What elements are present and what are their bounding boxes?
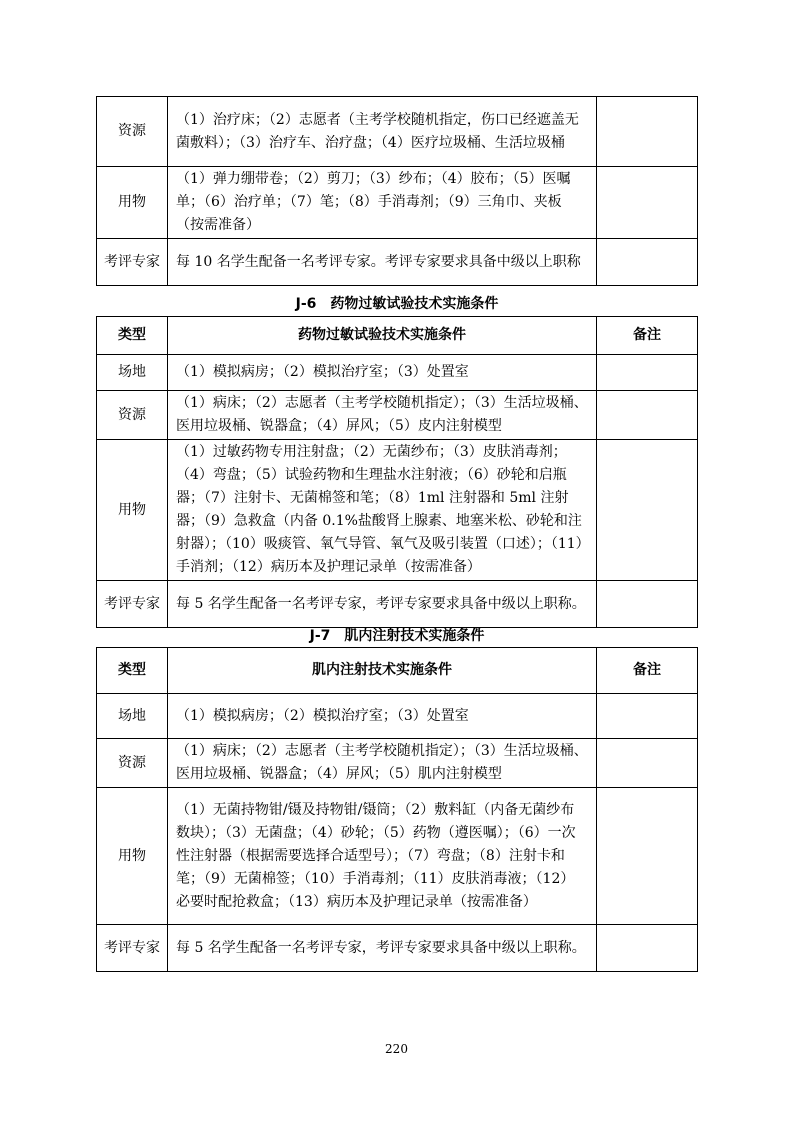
header-type: 类型 <box>97 648 168 694</box>
content-cell: （1）模拟病房；（2）模拟治疗室；（3）处置室 <box>168 694 597 739</box>
type-cell: 资源 <box>97 391 168 440</box>
content-cell: （1）治疗床；（2）志愿者（主考学校随机指定，伤口已经遮盖无菌敷料）；（3）治疗车、治疗盘；（4）医疗垃圾桶、生活垃圾桶 <box>168 97 597 167</box>
type-cell: 用物 <box>97 440 168 581</box>
j6-table <box>96 316 698 628</box>
type-cell: 用物 <box>97 788 168 925</box>
note-cell <box>597 581 698 628</box>
table-header-row <box>97 317 698 355</box>
table-row <box>97 694 698 739</box>
header-note: 备注 <box>597 317 698 355</box>
content-cell: （1）无菌持物钳/镊及持物钳/镊筒；（2）敷料缸（内备无菌纱布数块）；（3）无菌盘；（4）砂轮；（5）药物（遵医嘱）；（6）一次性注射器（根据需要选择合适型号）；（7）弯盘；（8）注射卡和笔；（9）无菌棉签；（10）手消毒剂；（11）皮肤消毒液；（12）必要时配抢救盒；（13）病历本及护理记录单（按需准备） <box>168 788 597 925</box>
note-cell <box>597 925 698 972</box>
content-cell: 每 5 名学生配备一名考评专家，考评专家要求具备中级以上职称。 <box>168 581 597 628</box>
table-row <box>97 97 698 167</box>
note-cell <box>597 239 698 286</box>
content-cell: （1）过敏药物专用注射盘；（2）无菌纱布；（3）皮肤消毒剂；（4）弯盘；（5）试验药物和生理盐水注射液；（6）砂轮和启瓶器；（7）注射卡、无菌棉签和笔；（8）1ml 注射器和 5ml 注射器；（9）急救盒（内备 0.1%盐酸肾上腺素、地塞米松、砂轮和注射器）；（10）吸痰管、氧气导管、氧气及吸引装置（口述）；（11）手消剂；（12）病历本及护理记录单（按需准备） <box>168 440 597 581</box>
type-cell: 场地 <box>97 694 168 739</box>
table-row <box>97 355 698 391</box>
table-row <box>97 391 698 440</box>
table-row <box>97 440 698 581</box>
table-row <box>97 581 698 628</box>
type-cell: 资源 <box>97 97 168 167</box>
top-table <box>96 96 698 286</box>
table-row <box>97 239 698 286</box>
content-cell: （1）模拟病房；（2）模拟治疗室；（3）处置室 <box>168 355 597 391</box>
type-cell: 考评专家 <box>97 581 168 628</box>
table-header-row <box>97 648 698 694</box>
type-cell: 场地 <box>97 355 168 391</box>
note-cell <box>597 355 698 391</box>
note-cell <box>597 788 698 925</box>
header-content: 肌内注射技术实施条件 <box>168 648 597 694</box>
content-cell: 每 5 名学生配备一名考评专家，考评专家要求具备中级以上职称。 <box>168 925 597 972</box>
note-cell <box>597 739 698 788</box>
note-cell <box>597 97 698 167</box>
note-cell <box>597 694 698 739</box>
header-content: 药物过敏试验技术实施条件 <box>168 317 597 355</box>
content-cell: 每 10 名学生配备一名考评专家。考评专家要求具备中级以上职称 <box>168 239 597 286</box>
section-title-j6: J-6 药物过敏试验技术实施条件 <box>295 296 499 312</box>
note-cell <box>597 167 698 239</box>
type-cell: 资源 <box>97 739 168 788</box>
j7-table <box>96 647 698 972</box>
content-cell: （1）弹力绷带卷；（2）剪刀；（3）纱布；（4）胶布；（5）医嘱单；（6）治疗单；（7）笔；（8）手消毒剂；（9）三角巾、夹板（按需准备） <box>168 167 597 239</box>
table-row <box>97 925 698 972</box>
header-note: 备注 <box>597 648 698 694</box>
note-cell <box>597 440 698 581</box>
header-type: 类型 <box>97 317 168 355</box>
type-cell: 考评专家 <box>97 239 168 286</box>
type-cell: 考评专家 <box>97 925 168 972</box>
table-row <box>97 739 698 788</box>
table-row <box>97 788 698 925</box>
table-row <box>97 167 698 239</box>
content-cell: （1）病床；（2）志愿者（主考学校随机指定）；（3）生活垃圾桶、医用垃圾桶、锐器盒；（4）屏风；（5）肌内注射模型 <box>168 739 597 788</box>
page-number: 220 <box>385 1042 408 1056</box>
note-cell <box>597 391 698 440</box>
section-title-j7: J-7 肌内注射技术实施条件 <box>309 628 485 644</box>
type-cell: 用物 <box>97 167 168 239</box>
content-cell: （1）病床；（2）志愿者（主考学校随机指定）；（3）生活垃圾桶、医用垃圾桶、锐器盒；（4）屏风；（5）皮内注射模型 <box>168 391 597 440</box>
